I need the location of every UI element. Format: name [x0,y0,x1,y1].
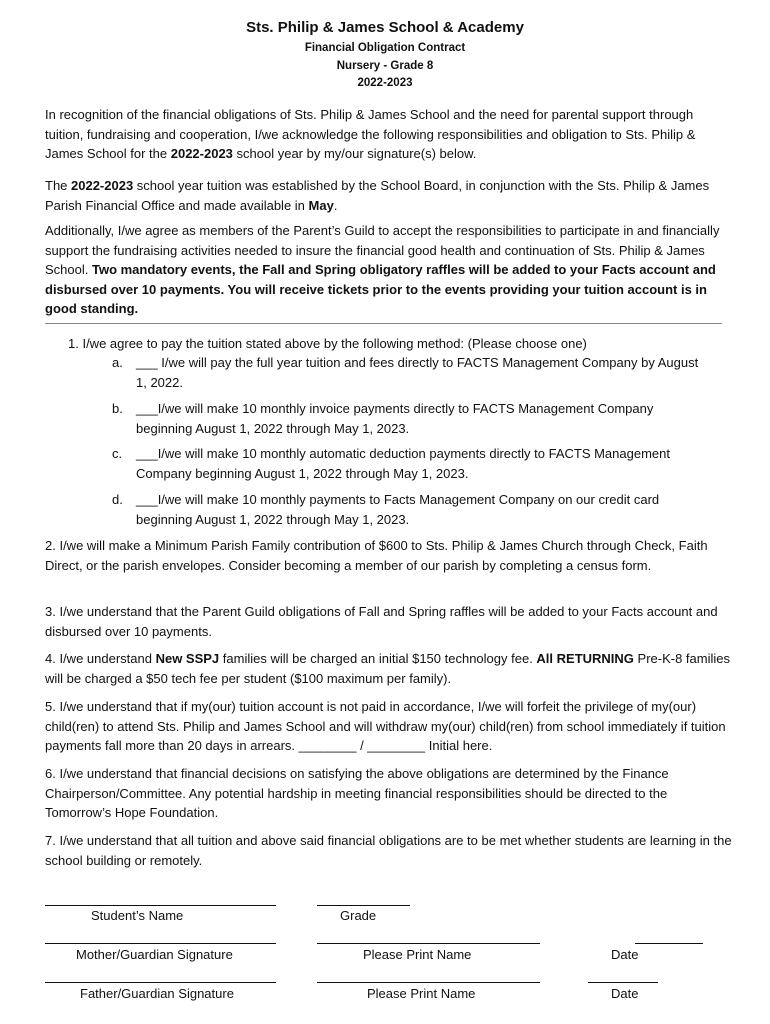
print-name-label: Please Print Name [363,947,472,962]
section-divider [45,323,722,324]
tuition-month: May [308,197,334,213]
guild-text: Additionally, I/we agree as members of the Parent’s Guild to accept the responsibilities to participate in and financially support the fundraising activities needed to insure the financial good health and continuation of Sts. Philip & James School. [45,223,720,277]
tuition-year: 2022-2023 [71,178,134,193]
option-text: ___I/we will make 10 monthly payments to Facts Management Company on our credit card beginning August 1, 2022 through May 1, 2023. [136,492,660,527]
grade-line[interactable] [317,905,410,906]
item-2-parish-contribution: 2. I/we will make a Minimum Parish Family contribution of $600 to Sts. Philip & James Church through Check, Faith Direct, or the parish envelopes. Consider becoming a member of our parish by completing a census form. [45,538,708,573]
tuition-text-c: . [333,197,338,213]
payment-option-c[interactable] [112,444,712,483]
father-signature-line[interactable] [45,982,276,983]
date-label: Date [611,986,639,1001]
option-label: d. [112,492,123,507]
item-1-heading: 1. I/we agree to pay the tuition stated above by the following method: (Please choose one) [68,336,587,351]
item-4-returning: All RETURNING [536,651,634,666]
tuition-text-a: The [45,178,72,193]
intro-text-a: In recognition of the financial obligations of Sts. Philip & James School and the need for parental support through tuition, fundraising and cooperation, I/we acknowledge the following responsibilities and obligation to Sts. Philip & James School for the [45,107,696,161]
option-label: b. [112,401,123,416]
item-3-raffles: 3. I/we understand that the Parent Guild obligations of Fall and Spring raffles will be added to your Facts account and disbursed over 10 payments. [45,604,718,639]
father-date-line[interactable] [588,982,658,983]
item-5-arrears: 5. I/we understand that if my(our) tuition account is not paid in accordance, I/we will forfeit the privilege of my(our) child(ren) to attend Sts. Philip and James School and will withdraw my(our) child(ren) from school immediately if tuition payments fall more than 20 days in arrears. ________ / ________ Initial here. [45,699,726,753]
intro-paragraph [45,105,735,164]
print-name-label: Please Print Name [367,986,476,1001]
option-text: ___ I/we will pay the full year tuition and fees directly to FACTS Management Company by August 1, 2022. [136,355,699,390]
intro-text-b: school year by my/our signature(s) below. [232,146,477,161]
mother-date-line[interactable] [635,943,703,944]
grade-range: Nursery - Grade 8 [336,60,434,72]
item-4-new-families: New SSPJ [155,651,220,666]
student-name-label: Student’s Name [91,908,184,923]
date-label: Date [611,947,639,962]
payment-option-a[interactable] [112,353,712,392]
item-7-remote-learning: 7. I/we understand that all tuition and above said financial obligations are to be met whether students are learning in the school building or remotely. [45,833,732,868]
father-signature-label: Father/Guardian Signature [80,986,234,1001]
mother-print-name-line[interactable] [317,943,540,944]
option-text: ___I/we will make 10 monthly automatic deduction payments directly to FACTS Management Company beginning August 1, 2022 through May 1, 2023. [136,446,670,481]
mother-signature-label: Mother/Guardian Signature [76,947,233,962]
item-4-text-a: 4. I/we understand [45,651,156,666]
tuition-text-b: school year tuition was established by the School Board, in conjunction with the Sts. Philip & James Parish Financial Office and made available in [45,178,710,213]
guild-paragraph [45,221,735,319]
item-6-finance-decisions: 6. I/we understand that financial decisions on satisfying the above obligations are determined by the Finance Chairperson/Committee. Any potential hardship in meeting financial responsibilities should be directed to the Tomorrow’s Hope Foundation. [45,766,669,820]
item-4-technology-fee [45,649,735,688]
option-label: a. [112,355,123,370]
option-label: c. [112,446,123,461]
father-print-name-line[interactable] [317,982,540,983]
contract-subtitle: Financial Obligation Contract [304,42,466,54]
student-name-line[interactable] [45,905,276,906]
school-year: 2022-2023 [357,77,413,89]
payment-option-d[interactable] [112,490,712,529]
intro-year: 2022-2023 [170,146,233,161]
option-text: ___I/we will make 10 monthly invoice payments directly to FACTS Management Company beginning August 1, 2022 through May 1, 2023. [136,401,654,436]
guild-mandatory-events: Two mandatory events, the Fall and Spring obligatory raffles will be added to your Facts account and disbursed over 10 payments. You will receive tickets prior to the events providing your tuition account is in good standing. [45,262,716,316]
mother-signature-line[interactable] [45,943,276,944]
item-4-text-c: Pre-K-8 families will be charged a $50 tech fee per student ($100 maximum per family). [45,651,730,686]
item-4-text-b: families will be charged an initial $150 technology fee. [219,651,537,666]
school-title: Sts. Philip & James School & Academy [246,19,524,36]
grade-label: Grade [340,908,377,923]
payment-option-b[interactable] [112,399,712,438]
tuition-paragraph [45,176,735,215]
